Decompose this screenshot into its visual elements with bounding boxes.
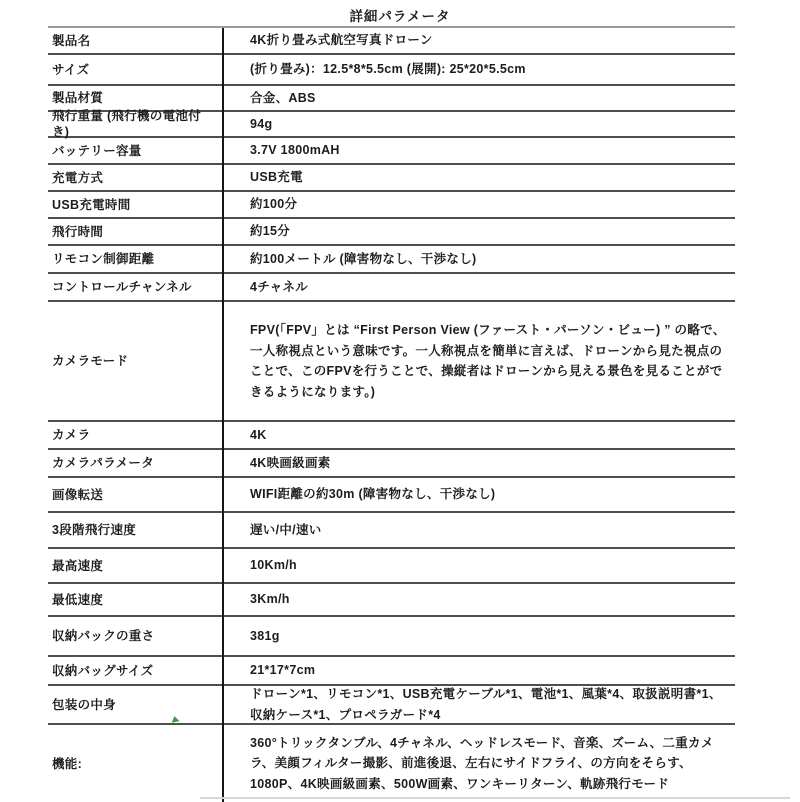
- spec-value: WIFI距離の約30m (障害物なし、干渉なし): [250, 487, 496, 502]
- spec-value: 21*17*7cm: [250, 663, 316, 678]
- spec-label: バッテリー容量: [52, 143, 142, 158]
- table-row: [48, 192, 735, 219]
- spec-label: カメラモード: [52, 354, 129, 368]
- spec-table: [48, 26, 735, 802]
- spec-value: 約100メートル (障害物なし、干渉なし): [250, 251, 477, 266]
- spec-label: 製品材質: [52, 91, 104, 105]
- table-row: [48, 165, 735, 192]
- table-row: [48, 513, 735, 549]
- spec-label: リモコン制御距離: [52, 252, 155, 266]
- spec-label: 飛行重量 (飛行機の電池付き): [52, 109, 202, 139]
- spec-label: 製品名: [52, 33, 91, 48]
- spec-label: 充電方式: [52, 170, 104, 185]
- spec-label: 包装の中身: [52, 697, 117, 712]
- cutoff-border-line: [200, 797, 790, 799]
- table-row: [48, 219, 735, 246]
- table-row: [48, 138, 735, 165]
- spec-value: 合金、ABS: [250, 90, 316, 105]
- spec-label: 3段階飛行速度: [52, 523, 137, 537]
- spec-label: サイズ: [52, 62, 90, 77]
- spec-label: 画像転送: [52, 487, 104, 502]
- table-row: [48, 302, 735, 422]
- table-row: [48, 274, 735, 302]
- spec-label: USB充電時間: [52, 197, 131, 212]
- spec-value: FPV(「FPV」とは “First Person View (ファースト・パーソン・ビュー) ” の略で、一人称視点という意味です。一人称視点を簡単に言えば、ドローンから見た視点のことで、このFPVを行うことで、操縦者はドローンから見える景色を見ることができるようになります。): [250, 323, 726, 399]
- spec-label: 最高速度: [52, 558, 104, 573]
- spec-value: ドローン*1、リモコン*1、USB充電ケーブル*1、電池*1、風葉*4、取扱説明書*1、収納ケース*1、プロペラガード*4: [250, 687, 722, 722]
- table-row: [48, 725, 735, 802]
- spec-value: 約15分: [250, 224, 291, 239]
- table-row: [48, 109, 735, 139]
- page-title: 詳細パラメータ: [349, 9, 451, 24]
- spec-value: 約100分: [250, 197, 298, 212]
- spec-value: 10Km/h: [250, 558, 297, 573]
- spec-label: 収納バッグサイズ: [52, 663, 154, 678]
- table-row: [48, 450, 735, 478]
- spec-value: 4K: [250, 427, 267, 442]
- spec-value: 4K映画級画素: [250, 455, 331, 470]
- table-row: [48, 617, 735, 657]
- table-row: [48, 55, 735, 86]
- spec-label: 機能:: [52, 756, 83, 771]
- spec-value: 360°トリックタンブル、4チャネル、ヘッドレスモード、音楽、ズーム、二重カメラ、美顔フィルター撮影、前進後退、左右にサイドフライ、の方向をそらす、1080P、4K映画級画素、500W画素、ワンキーリターン、軌跡飛行モード: [250, 735, 714, 791]
- spec-value: 381g: [250, 628, 280, 643]
- spec-value: 4チャネル: [250, 279, 309, 294]
- spec-label: 収納パックの重さ: [52, 629, 155, 643]
- spec-label: 最低速度: [52, 592, 104, 607]
- spec-value: 94g: [250, 116, 273, 131]
- spec-value: 4K折り畳み式航空写真ドローン: [250, 33, 433, 48]
- table-row: [48, 549, 735, 584]
- spec-label: コントロールチャンネル: [52, 280, 192, 294]
- spec-value: (折り畳み)：12.5*8*5.5cm (展開): 25*20*5.5cm: [250, 62, 526, 77]
- column-divider-line: [222, 28, 224, 802]
- spec-label: カメラ: [52, 428, 91, 442]
- spec-value: 遅い/中/速い: [250, 522, 322, 537]
- table-row: [48, 246, 735, 274]
- table-row: [48, 28, 735, 55]
- table-row: [48, 584, 735, 617]
- table-row: [48, 478, 735, 513]
- spec-value: USB充電: [250, 170, 303, 185]
- table-row: [48, 422, 735, 450]
- table-row: [48, 686, 735, 725]
- spec-label: 飛行時間: [52, 224, 104, 239]
- spec-label: カメラパラメータ: [52, 456, 155, 470]
- spec-value: 3.7V 1800mAH: [250, 143, 340, 158]
- spec-value: 3Km/h: [250, 592, 290, 607]
